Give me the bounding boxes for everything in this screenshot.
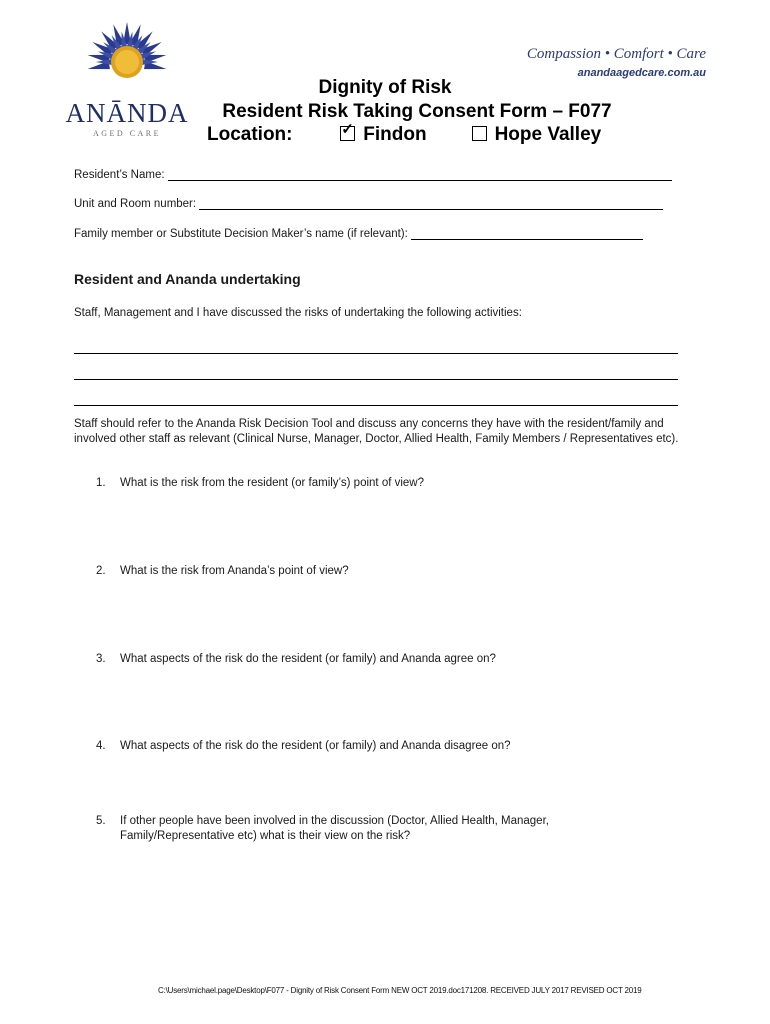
question-text: What aspects of the risk do the resident (or family) and Ananda agree on? [120, 653, 496, 665]
question-number: 5. [96, 815, 106, 827]
unit-room-field[interactable] [74, 198, 663, 210]
question-4 [96, 739, 636, 754]
family-member-field[interactable] [74, 228, 643, 240]
footer-path: C:\Users\michael.page\Desktop\F077 - Dignity of Risk Consent Form NEW OCT 2019.doc171208. RECEIVED JULY 2017 REVISED OCT 2019 [158, 986, 642, 995]
brand-subtitle: AGED CARE [92, 129, 162, 138]
checkbox-unchecked-icon[interactable] [472, 126, 487, 141]
form-subtitle: Resident Risk Taking Consent Form – F077 [222, 101, 612, 122]
activity-line-2[interactable] [74, 379, 678, 380]
family-member-line[interactable] [411, 228, 643, 240]
location-option-findon[interactable] [340, 121, 466, 146]
question-text: What aspects of the risk do the resident (or family) and Ananda disagree on? [120, 740, 511, 752]
checkbox-checked-icon[interactable]: ✓ [340, 126, 355, 141]
question-3 [96, 652, 636, 667]
question-text: If other people have been involved in the discussion (Doctor, Allied Health, Manager, Family/Representative etc) what is their view on the risk? [120, 815, 549, 842]
section-heading: Resident and Ananda undertaking [74, 271, 301, 287]
location-label: Location: [207, 124, 293, 145]
brand-tagline: Compassion • Comfort • Care [526, 46, 706, 62]
question-5 [96, 814, 596, 844]
question-number: 4. [96, 740, 106, 752]
section-intro: Staff, Management and I have discussed the risks of undertaking the following activities: [74, 307, 522, 319]
field-label: Family member or Substitute Decision Maker’s name (if relevant): [74, 228, 408, 240]
brand-name: ANĀNDA [65, 98, 189, 128]
brand-website: anandaagedcare.com.au [577, 67, 706, 79]
resident-name-field[interactable] [74, 169, 672, 181]
field-label: Resident’s Name: [74, 169, 165, 181]
guidance-text: Staff should refer to the Ananda Risk Decision Tool and discuss any concerns they have with the resident/family and involved other staff as relevant (Clinical Nurse, Manager, Doctor, Allied Health, Family Members / Representatives etc). [74, 418, 679, 445]
location-option-label: Findon [363, 124, 427, 145]
field-label: Unit and Room number: [74, 198, 197, 210]
question-1 [96, 476, 636, 491]
form-title: Dignity of Risk [318, 77, 452, 98]
location-row [207, 121, 602, 146]
location-option-label: Hope Valley [494, 124, 602, 145]
location-option-hope-valley[interactable] [472, 124, 602, 146]
activity-line-1[interactable] [74, 353, 678, 354]
question-text: What is the risk from the resident (or family’s) point of view? [120, 477, 425, 489]
activity-line-3[interactable] [74, 405, 678, 406]
unit-room-line[interactable] [199, 198, 663, 210]
question-number: 3. [96, 653, 106, 665]
question-text: What is the risk from Ananda’s point of view? [120, 565, 349, 577]
question-2 [96, 564, 636, 579]
question-number: 2. [96, 565, 106, 577]
resident-name-line[interactable] [168, 169, 672, 181]
question-number: 1. [96, 477, 106, 489]
